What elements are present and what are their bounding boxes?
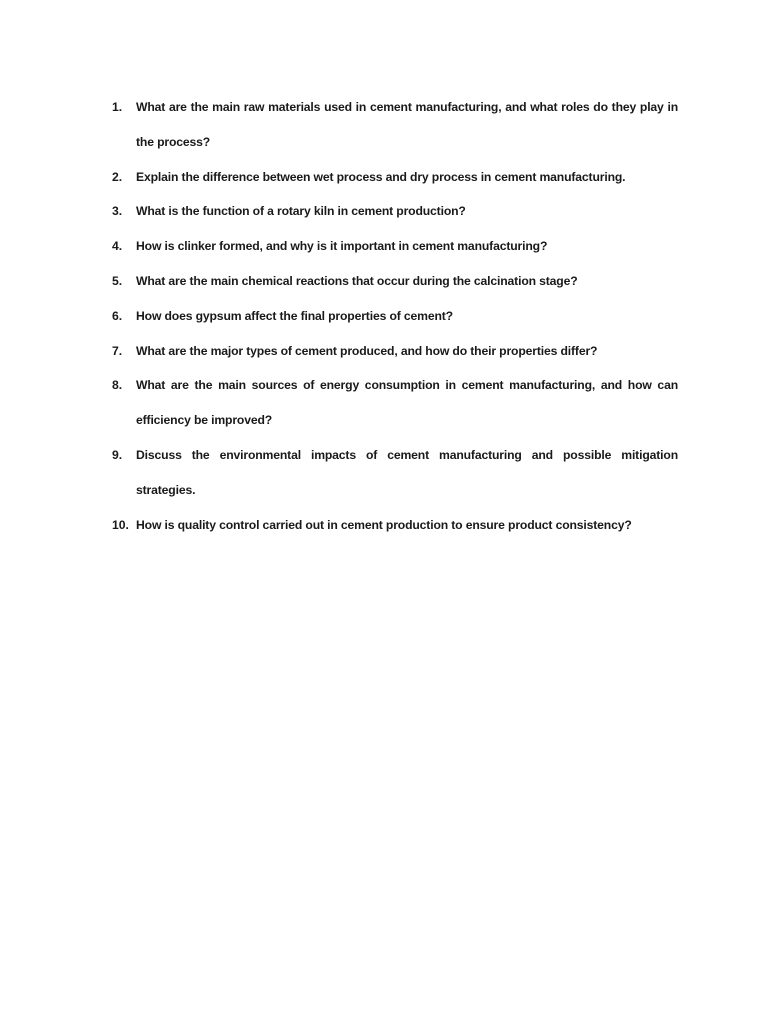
question-text: How is quality control carried out in cement production to ensure product consistency? (136, 517, 632, 532)
question-number: 4. (112, 239, 123, 254)
question-text: What is the function of a rotary kiln in cement production? (136, 204, 466, 219)
question-number: 6. (112, 308, 123, 323)
question-item-3 (112, 194, 678, 229)
question-item-5 (112, 264, 678, 299)
question-item-1 (112, 90, 678, 160)
question-number: 2. (112, 169, 123, 184)
question-item-8 (112, 368, 678, 438)
question-text: What are the main raw materials used in cement manufacturing, and what roles do they play in the process? (136, 100, 678, 149)
question-item-7 (112, 334, 678, 369)
question-number: 1. (112, 100, 123, 114)
question-number: 9. (112, 447, 123, 462)
question-number: 5. (112, 273, 123, 288)
question-text: How is clinker formed, and why is it important in cement manufacturing? (136, 239, 548, 254)
question-list (112, 90, 678, 542)
question-item-9 (112, 438, 678, 508)
question-number: 3. (112, 204, 123, 219)
question-number: 7. (112, 343, 123, 358)
question-text: Discuss the environmental impacts of cement manufacturing and possible mitigation strategies. (136, 447, 678, 497)
question-text: What are the major types of cement produced, and how do their properties differ? (136, 343, 598, 358)
question-text: Explain the difference between wet process and dry process in cement manufacturing. (136, 169, 626, 184)
question-number: 10. (112, 517, 129, 532)
question-text: What are the main chemical reactions that occur during the calcination stage? (136, 273, 578, 288)
question-item-4 (112, 229, 678, 264)
question-item-6 (112, 299, 678, 334)
question-number: 8. (112, 378, 123, 393)
question-text: How does gypsum affect the final properties of cement? (136, 308, 453, 323)
question-item-10 (112, 508, 678, 543)
question-item-2 (112, 160, 678, 195)
question-text: What are the main sources of energy consumption in cement manufacturing, and how can efficiency be improved? (136, 378, 678, 428)
